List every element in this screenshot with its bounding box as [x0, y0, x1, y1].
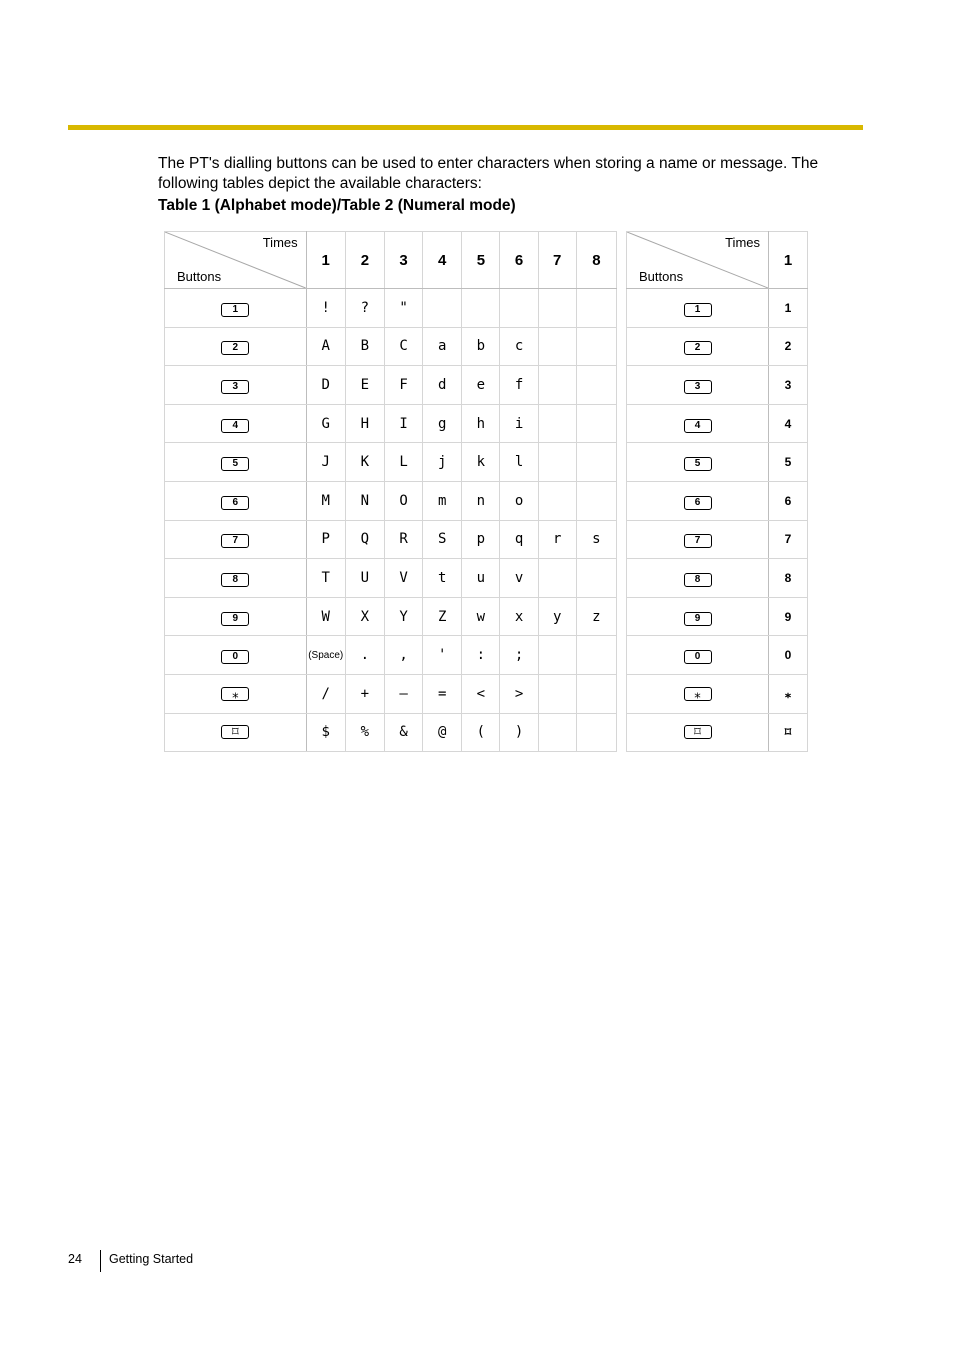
- dial-key-icon: 9: [221, 612, 249, 626]
- numeral-cell: 3: [769, 366, 808, 405]
- dial-key-cell: [165, 636, 307, 675]
- character-cell: k: [462, 443, 500, 482]
- dial-key-icon: 6: [221, 496, 249, 510]
- numeral-cell: 8: [769, 559, 808, 598]
- dial-key-cell: [165, 520, 307, 559]
- character-cell: >: [500, 674, 538, 713]
- character-cell: [538, 327, 576, 366]
- buttons-label: Buttons: [639, 269, 684, 284]
- table-row: [627, 636, 808, 675]
- character-cell: J: [306, 443, 345, 482]
- dial-key-icon: ⌑: [221, 725, 249, 739]
- character-cell: [538, 559, 576, 598]
- character-cell: %: [345, 713, 384, 752]
- character-cell: [462, 289, 500, 328]
- table1-corner-header: [165, 232, 307, 289]
- times-column-header: 1: [306, 232, 345, 289]
- table-row: [165, 443, 617, 482]
- character-cell: [576, 327, 616, 366]
- table-row: [165, 481, 617, 520]
- dial-key-icon: 4: [221, 419, 249, 433]
- character-cell: [576, 443, 616, 482]
- dial-key-cell: [165, 559, 307, 598]
- dial-key-cell: [165, 289, 307, 328]
- character-cell: b: [462, 327, 500, 366]
- times-column-header: 5: [462, 232, 500, 289]
- character-cell: ": [384, 289, 422, 328]
- dial-key-cell: [627, 289, 769, 328]
- table-row: [165, 289, 617, 328]
- character-cell: [576, 636, 616, 675]
- table2-corner-header: [627, 232, 769, 289]
- dial-key-cell: [627, 674, 769, 713]
- dial-key-icon: 5: [684, 457, 712, 471]
- numeral-cell: 6: [769, 481, 808, 520]
- dial-key-icon: 6: [684, 496, 712, 510]
- character-cell: B: [345, 327, 384, 366]
- character-cell: q: [500, 520, 538, 559]
- character-cell: G: [306, 404, 345, 443]
- dial-key-cell: [627, 327, 769, 366]
- character-cell: ;: [500, 636, 538, 675]
- character-cell: O: [384, 481, 422, 520]
- numeral-mode-table: [626, 231, 808, 752]
- numeral-cell: 2: [769, 327, 808, 366]
- character-cell: E: [345, 366, 384, 405]
- character-cell: M: [306, 481, 345, 520]
- character-cell: [576, 713, 616, 752]
- table-row: [627, 327, 808, 366]
- dial-key-cell: [165, 713, 307, 752]
- dial-key-cell: [627, 443, 769, 482]
- table-row: [165, 404, 617, 443]
- character-cell: P: [306, 520, 345, 559]
- dial-key-icon: 2: [684, 341, 712, 355]
- dial-key-cell: [165, 443, 307, 482]
- dial-key-cell: [627, 597, 769, 636]
- character-cell: D: [306, 366, 345, 405]
- character-cell: [538, 443, 576, 482]
- character-cell: <: [462, 674, 500, 713]
- dial-key-icon: 0: [684, 650, 712, 664]
- character-cell: [538, 366, 576, 405]
- table-row: [627, 366, 808, 405]
- character-cell: [538, 674, 576, 713]
- character-cell: [538, 289, 576, 328]
- character-cell: [538, 713, 576, 752]
- character-cell: [576, 481, 616, 520]
- character-cell: l: [500, 443, 538, 482]
- dial-key-cell: [165, 366, 307, 405]
- character-cell: :: [462, 636, 500, 675]
- character-cell: Q: [345, 520, 384, 559]
- character-cell: $: [306, 713, 345, 752]
- numeral-cell: ⌑: [769, 713, 808, 752]
- numeral-cell: 0: [769, 636, 808, 675]
- character-cell: ,: [384, 636, 422, 675]
- character-cell: o: [500, 481, 538, 520]
- dial-key-icon: 7: [221, 534, 249, 548]
- character-cell: /: [306, 674, 345, 713]
- table-row: [165, 597, 617, 636]
- character-cell: A: [306, 327, 345, 366]
- times-column-header: 8: [576, 232, 616, 289]
- dial-key-cell: [165, 674, 307, 713]
- numeral-cell: 4: [769, 404, 808, 443]
- times-column-header: 4: [423, 232, 462, 289]
- buttons-label: Buttons: [177, 269, 222, 284]
- character-cell: p: [462, 520, 500, 559]
- character-cell: =: [423, 674, 462, 713]
- character-cell: g: [423, 404, 462, 443]
- dial-key-cell: [165, 481, 307, 520]
- numeral-cell: 9: [769, 597, 808, 636]
- character-cell: e: [462, 366, 500, 405]
- numeral-cell: 5: [769, 443, 808, 482]
- dial-key-icon: 8: [684, 573, 712, 587]
- dial-key-cell: [627, 481, 769, 520]
- dial-key-icon: ⁎: [221, 687, 249, 701]
- times-label: Times: [725, 235, 760, 250]
- dial-key-icon: 9: [684, 612, 712, 626]
- character-cell: [538, 636, 576, 675]
- character-cell: ?: [345, 289, 384, 328]
- character-cell: Z: [423, 597, 462, 636]
- character-cell: V: [384, 559, 422, 598]
- intro-paragraph: The PT's dialling buttons can be used to enter characters when storing a name or message. The following tables depict the available characters:: [158, 155, 819, 192]
- character-cell: U: [345, 559, 384, 598]
- character-cell: &: [384, 713, 422, 752]
- character-cell: [538, 481, 576, 520]
- table-row: [627, 481, 808, 520]
- character-cell: s: [576, 520, 616, 559]
- character-cell: H: [345, 404, 384, 443]
- character-cell: t: [423, 559, 462, 598]
- table-row: [627, 674, 808, 713]
- character-cell: @: [423, 713, 462, 752]
- character-cell: S: [423, 520, 462, 559]
- dial-key-icon: ⁎: [684, 687, 712, 701]
- table-row: [627, 559, 808, 598]
- character-cell: ): [500, 713, 538, 752]
- dial-key-cell: [165, 597, 307, 636]
- dial-key-cell: [627, 636, 769, 675]
- table-caption: Table 1 (Alphabet mode)/Table 2 (Numeral mode): [158, 197, 516, 214]
- character-cell: L: [384, 443, 422, 482]
- section-title: Getting Started: [109, 1252, 194, 1266]
- character-cell: (Space): [306, 636, 345, 675]
- dial-key-cell: [165, 404, 307, 443]
- dial-key-cell: [627, 366, 769, 405]
- character-cell: a: [423, 327, 462, 366]
- dial-key-cell: [627, 404, 769, 443]
- times-column-header: 1: [769, 232, 808, 289]
- dial-key-icon: 3: [221, 380, 249, 394]
- character-cell: n: [462, 481, 500, 520]
- dial-key-cell: [165, 327, 307, 366]
- dial-key-cell: [627, 713, 769, 752]
- character-cell: w: [462, 597, 500, 636]
- dial-key-icon: 7: [684, 534, 712, 548]
- numeral-cell: 7: [769, 520, 808, 559]
- table-row: [627, 404, 808, 443]
- dial-key-icon: 1: [684, 303, 712, 317]
- character-cell: .: [345, 636, 384, 675]
- table-row: [165, 713, 617, 752]
- alphabet-mode-table: [164, 231, 617, 752]
- dial-key-icon: 3: [684, 380, 712, 394]
- character-cell: z: [576, 597, 616, 636]
- character-cell: [500, 289, 538, 328]
- character-cell: (: [462, 713, 500, 752]
- table-row: [627, 713, 808, 752]
- character-cell: r: [538, 520, 576, 559]
- times-column-header: 3: [384, 232, 422, 289]
- times-column-header: 2: [345, 232, 384, 289]
- dial-key-icon: ⌑: [684, 725, 712, 739]
- dial-key-icon: 4: [684, 419, 712, 433]
- dial-key-icon: 5: [221, 457, 249, 471]
- character-cell: y: [538, 597, 576, 636]
- character-cell: [576, 404, 616, 443]
- character-cell: !: [306, 289, 345, 328]
- dial-key-cell: [627, 559, 769, 598]
- character-cell: [576, 559, 616, 598]
- character-cell: W: [306, 597, 345, 636]
- times-label: Times: [262, 235, 298, 250]
- character-cell: h: [462, 404, 500, 443]
- character-cell: Y: [384, 597, 422, 636]
- character-cell: [423, 289, 462, 328]
- character-cell: X: [345, 597, 384, 636]
- character-cell: K: [345, 443, 384, 482]
- numeral-cell: 1: [769, 289, 808, 328]
- character-cell: j: [423, 443, 462, 482]
- character-cell: x: [500, 597, 538, 636]
- table-row: [165, 559, 617, 598]
- table-row: [627, 443, 808, 482]
- character-cell: v: [500, 559, 538, 598]
- character-cell: [576, 289, 616, 328]
- character-cell: m: [423, 481, 462, 520]
- character-cell: [538, 404, 576, 443]
- character-cell: d: [423, 366, 462, 405]
- character-cell: I: [384, 404, 422, 443]
- character-cell: i: [500, 404, 538, 443]
- table-row: [627, 289, 808, 328]
- character-cell: R: [384, 520, 422, 559]
- dial-key-icon: 2: [221, 341, 249, 355]
- times-column-header: 6: [500, 232, 538, 289]
- page-number: 24: [68, 1252, 82, 1266]
- table-row: [627, 597, 808, 636]
- character-cell: —: [384, 674, 422, 713]
- table-row: [627, 520, 808, 559]
- character-cell: [576, 366, 616, 405]
- character-cell: +: [345, 674, 384, 713]
- footer-divider: [100, 1250, 101, 1272]
- character-cell: [576, 674, 616, 713]
- character-cell: T: [306, 559, 345, 598]
- character-cell: ': [423, 636, 462, 675]
- character-cell: C: [384, 327, 422, 366]
- dial-key-icon: 1: [221, 303, 249, 317]
- table-row: [165, 520, 617, 559]
- character-cell: F: [384, 366, 422, 405]
- dial-key-icon: 8: [221, 573, 249, 587]
- numeral-cell: ⁎: [769, 674, 808, 713]
- character-cell: N: [345, 481, 384, 520]
- character-cell: u: [462, 559, 500, 598]
- table-row: [165, 636, 617, 675]
- dial-key-cell: [627, 520, 769, 559]
- table-row: [165, 327, 617, 366]
- header-rule: [68, 125, 863, 130]
- times-column-header: 7: [538, 232, 576, 289]
- dial-key-icon: 0: [221, 650, 249, 664]
- table-row: [165, 674, 617, 713]
- table-row: [165, 366, 617, 405]
- character-cell: c: [500, 327, 538, 366]
- character-cell: f: [500, 366, 538, 405]
